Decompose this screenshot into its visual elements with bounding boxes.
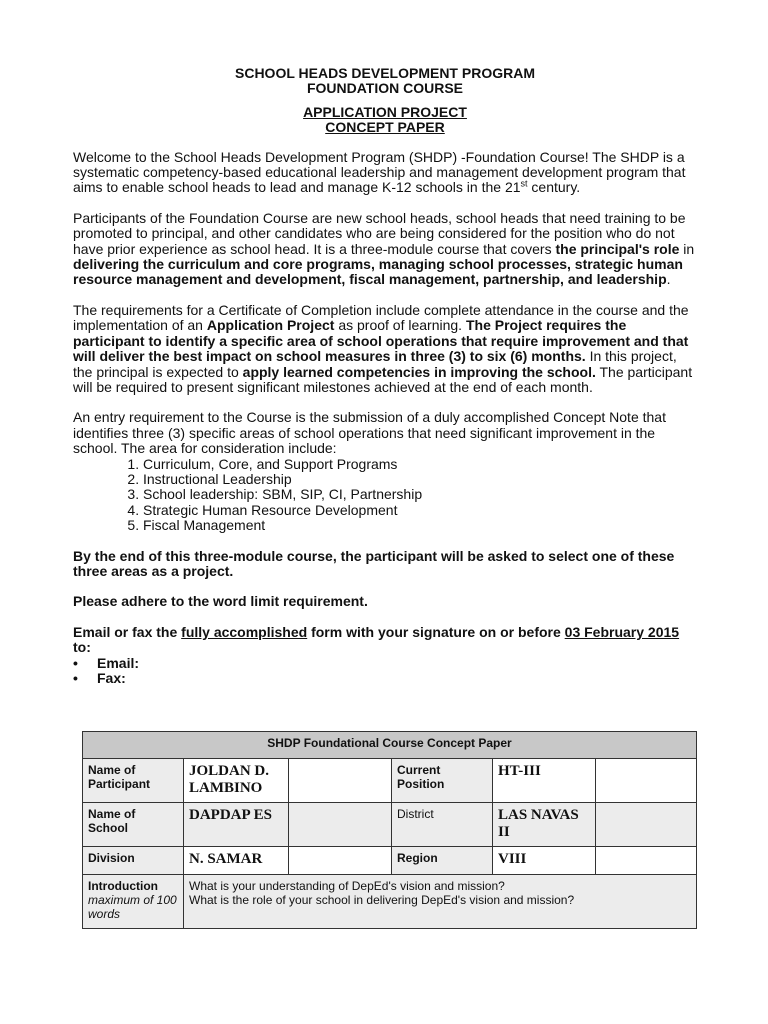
project-title: APPLICATION PROJECT xyxy=(303,103,467,120)
current-position-extra[interactable] xyxy=(596,759,697,803)
division-label: Division xyxy=(83,847,184,875)
submission-instructions: Email or fax the fully accomplished form with your signature on or before 03 February 2015 to: xyxy=(73,623,680,656)
fax-label: • Fax: xyxy=(73,671,697,686)
list-item: 4. Strategic Human Resource Development xyxy=(143,503,697,518)
current-position-value[interactable]: HT-III xyxy=(493,759,596,803)
participant-name-extra[interactable] xyxy=(289,759,392,803)
welcome-paragraph: Welcome to the School Heads Development Program (SHDP) -Foundation Course! The SHDP is a systematic competency-based educational leadership and management development program that aims to enable school heads to lead and manage K-12 schools in the 21st century. xyxy=(73,148,686,196)
current-position-label: Current Position xyxy=(392,759,493,803)
participant-name-label: Name of Participant xyxy=(83,759,184,803)
school-name-label: Name of School xyxy=(83,803,184,847)
school-name-extra[interactable] xyxy=(289,803,392,847)
list-item: 1. Curriculum, Core, and Support Programs xyxy=(143,457,697,472)
district-extra[interactable] xyxy=(596,803,697,847)
introduction-label: Introduction maximum of 100 words xyxy=(83,875,184,929)
introduction-question-2: What is the role of your school in delivering DepEd's vision and mission? xyxy=(189,893,575,907)
division-extra[interactable] xyxy=(289,847,392,875)
list-item: 3. School leadership: SBM, SIP, CI, Partnership xyxy=(143,487,697,502)
school-name-value[interactable]: DAPDAP ES xyxy=(184,803,289,847)
list-item: 5. Fiscal Management xyxy=(143,518,697,533)
district-value[interactable]: LAS NAVAS II xyxy=(493,803,596,847)
requirements-paragraph: The requirements for a Certificate of Completion include complete attendance in the course and the implementation of an Application Project as proof of learning. The Project requires the participant to identify a specific area of school operations that require improvement and that will deliver the best impact on school measures in three (3) to six (6) months. In this project, the principal is expected to apply learned competencies in improving the school. The participant will be required to present significant milestones achieved at the end of each month. xyxy=(73,301,693,395)
region-label: Region xyxy=(392,847,493,875)
division-value[interactable]: N. SAMAR xyxy=(184,847,289,875)
email-label: • Email: xyxy=(73,656,697,671)
introduction-answer[interactable] xyxy=(184,875,697,929)
areas-list xyxy=(73,457,697,534)
concept-paper-form xyxy=(82,731,697,929)
introduction-question-1: What is your understanding of DepEd's vision and mission? xyxy=(189,879,505,893)
region-extra[interactable] xyxy=(596,847,697,875)
list-item: 2. Instructional Leadership xyxy=(143,472,697,487)
participant-name-value[interactable]: JOLDAN D. LAMBINO xyxy=(184,759,289,803)
region-value[interactable]: VIII xyxy=(493,847,596,875)
paper-title: CONCEPT PAPER xyxy=(325,119,445,136)
entry-requirement-paragraph: An entry requirement to the Course is the submission of a duly accomplished Concept Note that identifies three (3) specific areas of school operations that need significant improvement in the school. The area for consideration include: xyxy=(73,409,666,457)
word-limit-note: Please adhere to the word limit requirement. xyxy=(73,593,368,610)
participants-paragraph: Participants of the Foundation Course are new school heads, school heads that need training to be promoted to principal, and other candidates who are being considered for the position who do not have prior experience as school head. It is a three-module course that covers the principal's role in delivering the curriculum and core programs, managing school processes, strategic human resource management and development, fiscal management, partnership, and leadership. xyxy=(73,209,695,288)
word-limit-hint: maximum of 100 words xyxy=(88,893,177,921)
selection-note: By the end of this three-module course, the participant will be asked to select one of these three areas as a project. xyxy=(73,547,675,579)
course-title: FOUNDATION COURSE xyxy=(306,80,464,97)
document-page xyxy=(73,66,697,686)
form-header: SHDP Foundational Course Concept Paper xyxy=(83,732,697,759)
contact-list xyxy=(73,656,697,687)
district-label: District xyxy=(392,803,493,847)
program-title: SCHOOL HEADS DEVELOPMENT PROGRAM xyxy=(235,65,535,81)
